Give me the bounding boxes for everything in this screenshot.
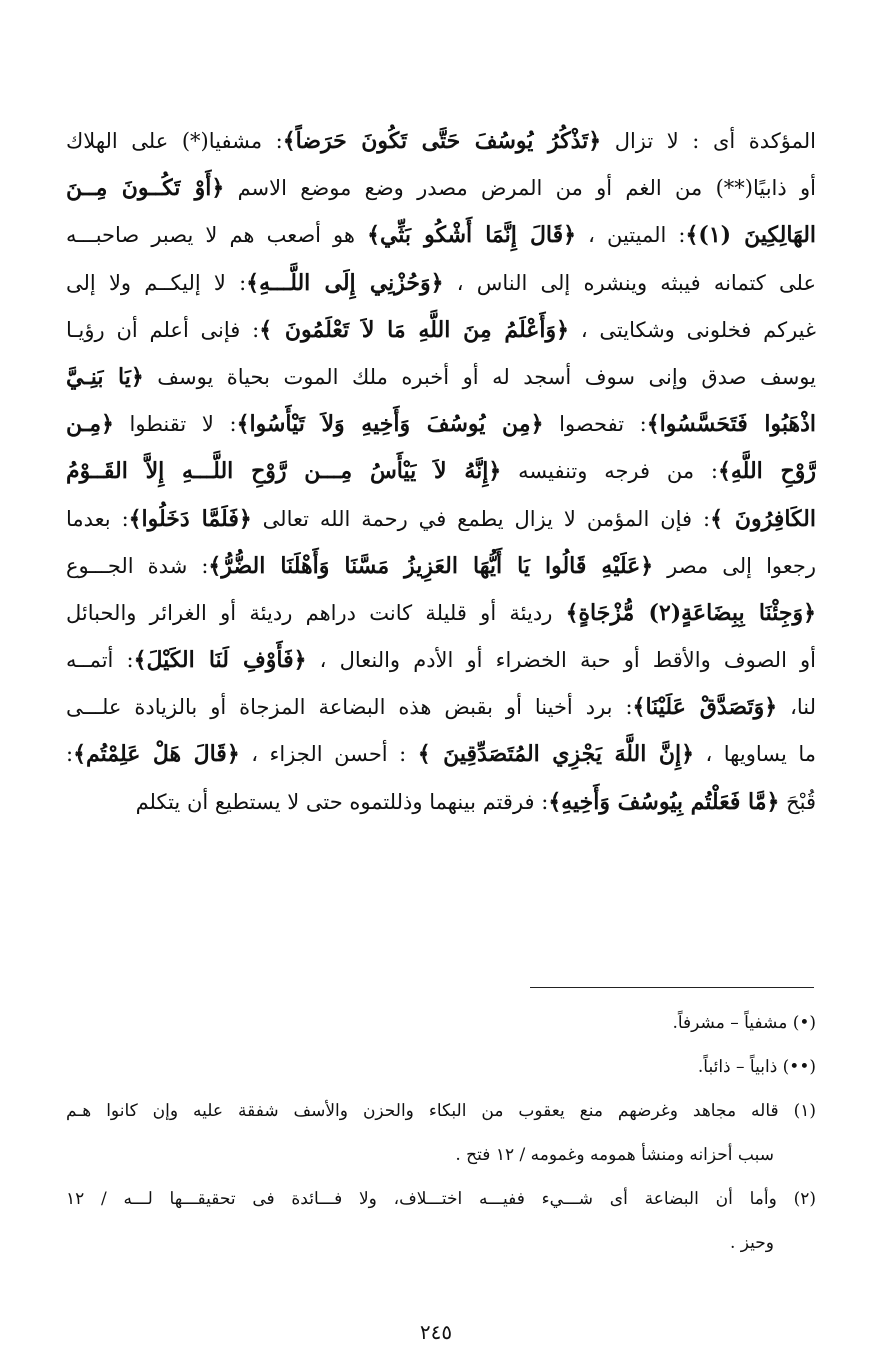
commentary-text: أو الصوف والأقط أو حبة الخضراء أو الأدم والنعال ، xyxy=(306,648,816,673)
commentary-text: : فإنى أعلم أن رؤيـا xyxy=(66,317,260,342)
quran-verse: ﴿فَلَمَّا دَخَلُوا﴾ xyxy=(128,505,252,532)
commentary-text: يوسف صدق وإنى سوف أسجد له أو أخبره ملك الموت بحياة يوسف xyxy=(143,364,816,389)
commentary-text: : أتمــه xyxy=(66,648,134,673)
text-line xyxy=(66,260,816,307)
commentary-text: قُبْحَ xyxy=(779,789,816,814)
quran-verse: ﴿قَالَ إِنَّمَا أَشْكُو بَثِّي﴾ xyxy=(367,222,577,249)
quran-verse: ﴿مِن يُوسُفَ وَأَخِيهِ وَلاَ تَيْأَسُوا﴾ xyxy=(236,411,544,438)
footnote-separator xyxy=(530,987,814,988)
commentary-text: رجعوا إلى مصر xyxy=(653,553,816,578)
footnote-line: وحيز . xyxy=(729,1233,774,1253)
quran-verse: ﴿إِنَّ اللَّهَ يَجْزِي المُتَصَدِّقِينَ ﴾ xyxy=(417,741,694,768)
footnote-line: (•) مشفياً – مشرفاً. xyxy=(672,1013,816,1033)
text-line xyxy=(66,684,816,731)
commentary-text: غيركم فخلونى وشكايتى ، xyxy=(569,317,816,342)
text-line xyxy=(66,779,816,826)
commentary-text: : بعدما xyxy=(66,506,129,531)
text-line xyxy=(66,496,816,543)
quran-verse: رَّوْحِ اللَّهِ﴾ xyxy=(717,458,816,485)
quran-verse: ﴿وَتَصَدَّقْ عَلَيْنَا﴾ xyxy=(632,694,778,721)
page-number: ٢٤٥ xyxy=(419,1320,453,1344)
quran-verse: ﴿يَا بَنِـيَّ xyxy=(66,363,144,390)
text-line xyxy=(66,637,816,684)
commentary-text: أو ذابيًا(**) من الغم أو من المرض مصدر وضع موضع الاسم xyxy=(224,176,816,201)
text-line xyxy=(66,212,816,259)
footnote-line: (٢) وأما أن البضاعة أى شـــيء ففيـــه اختـــلاف، ولا فـــائدة فى تحقيقـــها لـــه / ١٢ xyxy=(66,1189,816,1209)
text-line xyxy=(66,543,816,590)
quran-verse: ﴿مِـن xyxy=(66,411,114,438)
quran-verse: ﴿عَلَيْهِ قَالُوا يَا أَيُّهَا العَزِيزُ مَسَّنَا وَأَهْلَنَا الضُّرُّ﴾ xyxy=(208,552,654,579)
text-line xyxy=(66,307,816,354)
commentary-text: : تفحصوا xyxy=(543,412,647,437)
text-line xyxy=(66,590,816,637)
quran-verse: ﴿تَذْكُرُ يُوسُفَ حَتَّى تَكُونَ حَرَضاً﴾ xyxy=(282,128,602,154)
quran-verse: ﴿وَحُزْنِي إِلَى اللَّـــهِ﴾ xyxy=(246,269,444,296)
text-line xyxy=(66,354,816,401)
commentary-text: : برد أخينا أو بقبض هذه البضاعة المزجاة أو بالزيادة علـــى xyxy=(66,695,633,720)
quran-verse: اذْهَبُوا فَتَحَسَّسُوا﴾ xyxy=(646,411,816,438)
quran-verse: ﴿وَأَعْلَمُ مِنَ اللَّهِ مَا لاَ تَعْلَمُونَ ﴾ xyxy=(259,316,570,343)
commentary-text: : شدة الجـــوع xyxy=(66,553,209,578)
commentary-text: : لا إليكــم ولا إلى xyxy=(66,270,247,295)
commentary-text: : أحسن الجزاء ، xyxy=(239,742,418,767)
commentary-text: : لا تقنطوا xyxy=(113,412,237,437)
footnotes xyxy=(66,1001,816,1265)
quran-verse: ﴿فَأَوْفِ لَنَا الكَيْلَ﴾ xyxy=(133,647,307,674)
text-line xyxy=(66,118,816,165)
quran-verse: ﴿إِنَّهُ لاَ يَيْأَسُ مِـــن رَّوْحِ اللَّـــهِ إِلاَّ القَــوْمُ xyxy=(66,458,502,485)
main-text xyxy=(66,118,816,826)
commentary-text: : الميتين ، xyxy=(576,223,686,248)
footnote-line: (••) ذابياً – ذائباً. xyxy=(697,1057,816,1077)
commentary-text: المؤكدة أى : لا تزال xyxy=(601,129,816,153)
commentary-text: ما يساويها ، xyxy=(694,742,816,767)
quran-verse: الكَافِرُونَ ﴾ xyxy=(710,505,816,532)
text-line xyxy=(66,165,816,212)
quran-verse: ﴿قَالَ هَلْ عَلِمْتُم﴾ xyxy=(73,741,240,768)
text-line xyxy=(66,448,816,495)
quran-verse: ﴿مَّا فَعَلْتُم بِيُوسُفَ وَأَخِيهِ﴾ xyxy=(548,788,780,815)
commentary-text: : xyxy=(66,742,74,767)
commentary-text: : مشفيا(*) على الهلاك xyxy=(66,129,283,153)
commentary-text: هو أصعب هم لا يصبر صاحبـــه xyxy=(66,223,368,248)
quran-verse: ﴿وَجِئْنَا بِبِضَاعَةٍ(٢) مُّزْجَاةٍ﴾ xyxy=(565,599,816,626)
commentary-text: لنا، xyxy=(777,695,816,720)
commentary-text: رديئة أو قليلة كانت دراهم رديئة أو الغرائر والحبائل xyxy=(66,600,566,625)
text-line xyxy=(66,731,816,778)
footnote-line: سبب أحزانه ومنشأ همومه وغمومه / ١٢ فتح . xyxy=(455,1145,774,1165)
quran-verse: ﴿أَوْ تَكُــونَ مِــنَ xyxy=(66,175,225,202)
quran-verse: الهَالِكِينَ (١)﴾ xyxy=(685,222,816,249)
commentary-text: : فرقتم بينهما وذللتموه حتى لا يستطيع أن يتكلم xyxy=(135,789,549,814)
commentary-text: : من فرجه وتنفيسه xyxy=(501,459,718,484)
text-line xyxy=(66,401,816,448)
footnote-line: (١) قاله مجاهد وغرضهم منع يعقوب من البكاء والحزن والأسف شفقة عليه وإن كانوا هـم xyxy=(66,1101,816,1121)
commentary-text: : فإن المؤمن لا يزال يطمع في رحمة الله تعالى xyxy=(251,506,711,531)
commentary-text: على كتمانه فيبثه وينشره إلى الناس ، xyxy=(443,270,816,295)
